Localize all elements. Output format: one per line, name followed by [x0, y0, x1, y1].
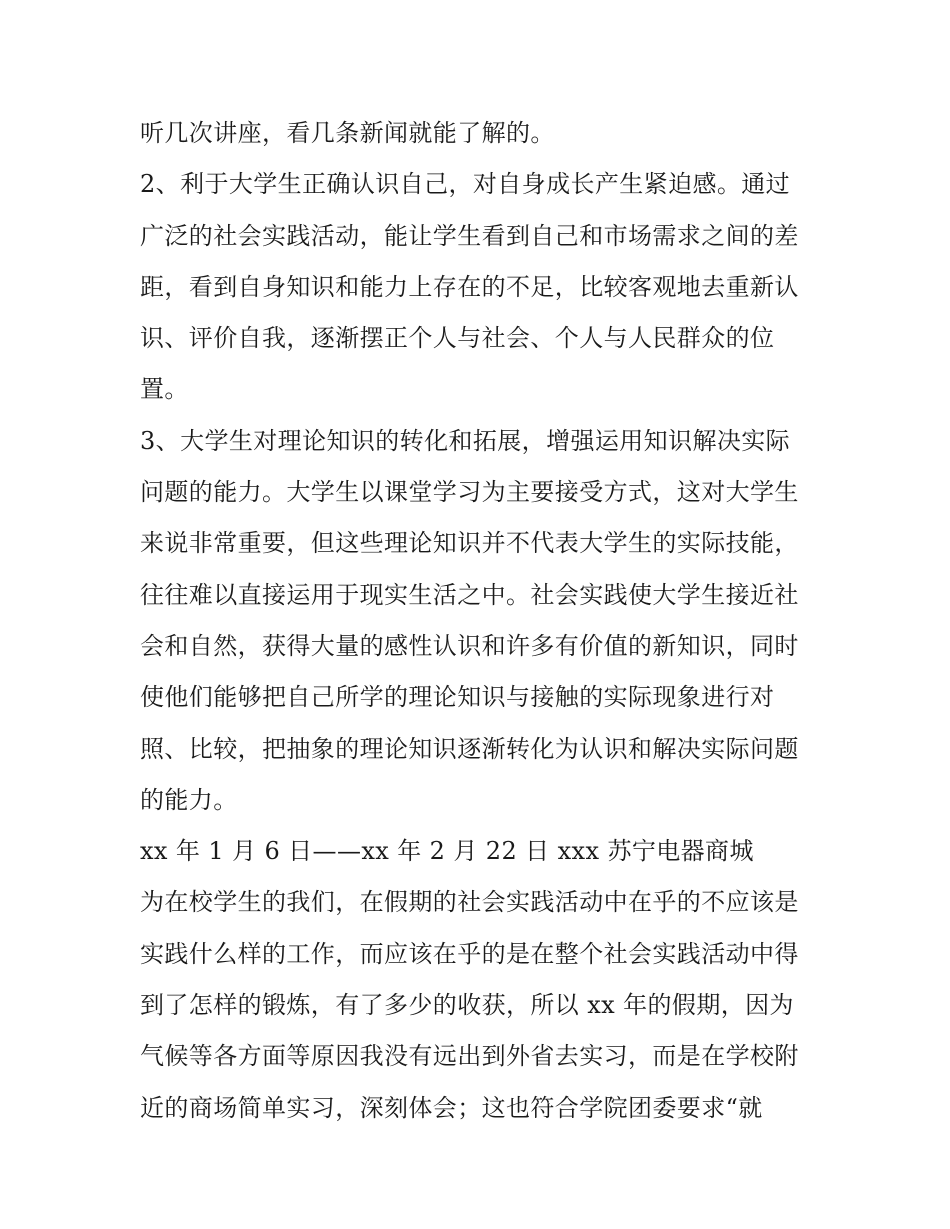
text-line: 气候等各方面等原因我没有远出到外省去实习，而是在学校附 [140, 1042, 799, 1071]
text-line: 使他们能够把自己所学的理论知识与接触的实际现象进行对 [140, 683, 775, 712]
text-line: 为在校学生的我们，在假期的社会实践活动中在乎的不应该是 [140, 888, 799, 917]
text-line: 听几次讲座，看几条新闻就能了解的。 [140, 119, 555, 147]
body-text [140, 108, 820, 1134]
text-line: 3、大学生对理论知识的转化和拓展，增强运用知识解决实际 [140, 426, 791, 455]
text-line: 置。 [140, 375, 189, 404]
text-line: xx 年 1 月 6 日——xx 年 2 月 22 日 xxx 苏宁电器商城 [140, 837, 754, 866]
text-line: 到了怎样的锻炼，有了多少的收获，所以 xx 年的假期，因为 [140, 991, 794, 1020]
text-line: 会和自然，获得大量的感性认识和许多有价值的新知识，同时 [140, 631, 799, 660]
text-line: 广泛的社会实践活动，能让学生看到自己和市场需求之间的差 [140, 221, 799, 250]
text-line: 识、评价自我，逐渐摆正个人与社会、个人与人民群众的位 [140, 324, 775, 353]
text-line: 实践什么样的工作，而应该在乎的是在整个社会实践活动中得 [140, 939, 799, 968]
text-line: 来说非常重要，但这些理论知识并不代表大学生的实际技能， [140, 529, 799, 558]
text-line: 2、利于大学生正确认识自己，对自身成长产生紧迫感。通过 [140, 170, 791, 199]
text-line: 问题的能力。大学生以课堂学习为主要接受方式，这对大学生 [140, 478, 799, 507]
text-line: 近的商场简单实习，深刻体会；这也符合学院团委要求“就 [140, 1093, 763, 1122]
text-line: 距，看到自身知识和能力上存在的不足，比较客观地去重新认 [140, 272, 799, 301]
text-line: 照、比较，把抽象的理论知识逐渐转化为认识和解决实际问题 [140, 734, 799, 763]
text-line: 往往难以直接运用于现实生活之中。社会实践使大学生接近社 [140, 580, 799, 609]
text-line: 的能力。 [140, 785, 238, 814]
